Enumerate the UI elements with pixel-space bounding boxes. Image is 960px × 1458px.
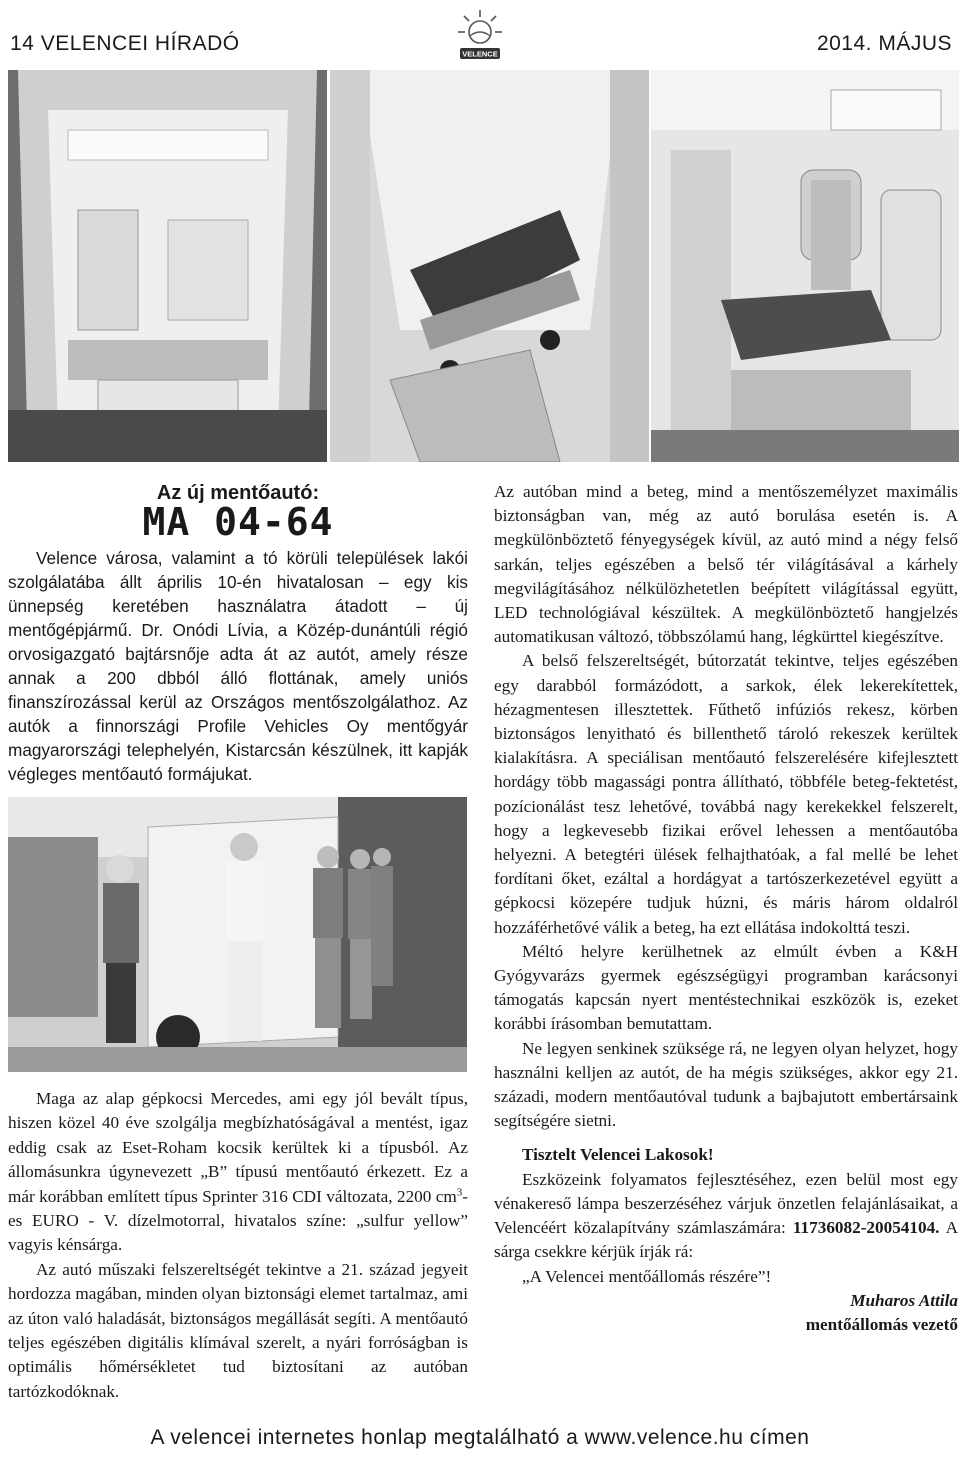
page-header-right: 2014. MÁJUS (816, 32, 952, 55)
article-headline: MA 04-64 (142, 500, 334, 544)
signature-name: Muharos Attila (850, 1290, 958, 1310)
page-header-left: 14 VELENCEI HÍRADÓ (10, 32, 240, 55)
body-paragraph: Az autóban mind a beteg, mind a mentőszemélyzet maximális biztonságban van, még az autó borulása esetén is. A megkülönböztető fényegységek kívül, az autó mind a négy felső sarkán, teljes egészében a belső tér világításával a kárhely megvilágításához nélkülözhetetlen beépített világítással együtt, LED technológiával készültek. A megkülönböztető hangjelzés automatikusan változó, többszólamú hang, légkürttel kiegészítve. (494, 482, 958, 647)
velence-logo (452, 6, 508, 66)
body-paragraph: Méltó helyre kerülhetnek az elmúlt évben a K&H Gyógyvarázs gyermek egészségügyi programban karácsonyi támogatás kapcsán nyert mentéstechnikai eszközök is, ezeket korábbi írásomban bemutattam. (494, 941, 958, 1034)
appeal-text: Eszközeink folyamatos fejlesztéséhez, ezen belül most egy vénakereső lámpa beszerzéséhez várjuk önzetlen felajánlásaikat, a Velencéért közalapítvány számlaszámára: (494, 1169, 958, 1238)
article-lower-left (8, 1087, 468, 1404)
article-intro (8, 546, 468, 786)
ambulance-handover-photo (8, 797, 467, 1072)
superscript: 3 (456, 1185, 463, 1198)
appeal-text-after: A sárga csekkre kérjük írják rá: (494, 1218, 958, 1262)
ambulance-interior-photo-rear (8, 70, 327, 462)
greeting: Tisztelt Velencei Lakosok! (522, 1145, 714, 1165)
signature-role: mentőállomás vezető (805, 1314, 958, 1334)
page-footer: A velencei internetes honlap megtalálható a www.velence.hu címen (150, 1426, 810, 1449)
quote-line: „A Velencei mentőállomás részére”! (522, 1266, 772, 1286)
ambulance-seats-photo (651, 70, 959, 462)
appeal-paragraph (494, 1168, 958, 1265)
body-text: Maga az alap gépkocsi Mercedes, ami egy jól bevált típus, hiszen közel 40 éve szolgálja megbízhatóságával a mentést, igaz eddig csak az Eset-Roham kocsik kerültek ki a típusból. Az állomásunkra úgynevezett „B” típusú mentőautó érkezett. Ez a már korábban említett típus Sprinter 316 CDI változata, 2200 cm (8, 1089, 468, 1206)
article-kicker: Az új mentőautó: (156, 482, 320, 504)
body-paragraph (8, 1087, 468, 1258)
bank-account-number: 11736082-20054104. (792, 1218, 940, 1238)
svg-text:VELENCE: VELENCE (462, 49, 498, 59)
body-paragraph: Ne legyen senkinek szüksége rá, ne legyen olyan helyzet, hogy használni kelljen az autót, de ha mégis szükséges, akkor egy 21. századi, modern mentőautóval tudunk a bajbajutott embertársaink segítségére sietni. (494, 1038, 958, 1131)
body-paragraph: Az autó műszaki felszereltségét tekintve a 21. század jegyeit hordozza magában, minden olyan biztonsági elemet tartalmaz, ami az úton való haladását, biztonságos megállását segíti. A mentőautó teljes egészében digitális klímával szerelt, a nyári forróságban is optimális hőmérsékletet tud biztosítani az autóban tartózkodóknak. (8, 1259, 468, 1401)
intro-paragraph: Velence városa, valamint a tó körüli települések lakói szolgálatába állt április 10-én hivatalosan – egy kis ünnepség keretében használatra átadott – új mentőgépjármű. Dr. Onódi Lívia, a Közép-dunántúli régió orvosigazgató bajtársnője adta át az autót, amely része annak a 200 dbból álló flottának, amely uniós finanszírozással kerül az Országos mentőszolgálathoz. Az autók a finnországi Profile Vehicles Oy mentőgyár magyarországi telephelyén, Kistarcsán készülnek, itt kapják végleges mentőautó formájukat. (8, 548, 468, 784)
ambulance-stretcher-photo (330, 70, 649, 462)
article-right-column (494, 480, 958, 1337)
body-text: - es EURO - V. dízelmotorral, hivatalos színe: „sulfur yellow” vagyis kénsárga. (8, 1186, 468, 1255)
body-paragraph: A belső felszereltségét, bútorzatát tekintve, teljes egészében egy darabból formázódott, a sarkok, élek lekerekítettek, hézagmentesen illesztettek. Fűthető infúziós rekesz, körben biztonságos lenyitható és billenthető tároló rekeszek kerültek kialakításra. A speciálisan mentőautó felszerelésére kifejlesztett hordágy több magassági pontra állítható, többféle beteg-fektetést, pozícionálást tesz lehetővé, továbbá nagy kerekekkel felszerelt, hogy a legkevesebb fizikai erővel lehessen a mentőautóba helyezni. A betegtéri ülések felhajthatóak, a fal mellé be lehet fordítani őket, ezáltal a hordágyat a tartószerkezetével együtt a gépkocsi közepére tudjuk húzni, és máris három oldalról hozzáférhetővé válik a beteg, ha ezt ellátása indokolttá teszi. (494, 651, 958, 937)
